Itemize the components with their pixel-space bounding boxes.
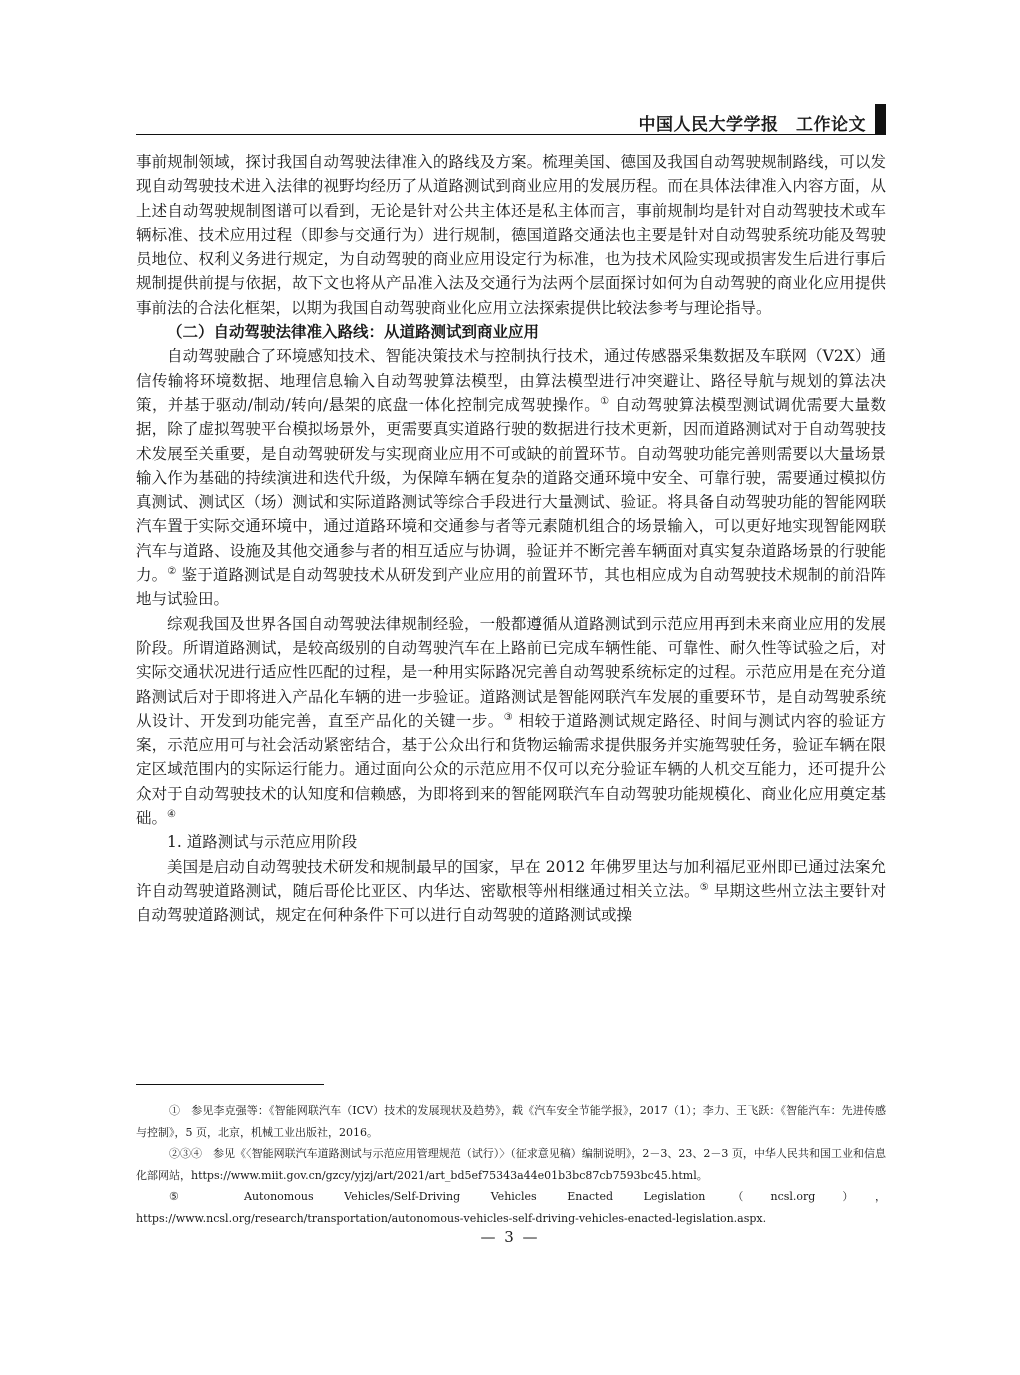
footnote-divider <box>136 1084 324 1085</box>
page-number: — 3 — <box>480 1228 540 1246</box>
subsection-heading: 1. 道路测试与示范应用阶段 <box>167 833 358 852</box>
footnote-1: ① 参见李克强等：《智能网联汽车（ICV）技术的发展现状及趋势》，载《汽车安全节能学报》，2017（1）；李力、王飞跃：《智能汽车：先进传感与控制》，5 页，北京，机械工业出版社，2016。 <box>136 1104 886 1139</box>
footnote-ref-4[interactable]: ④ <box>167 808 176 820</box>
journal-title: 中国人民大学学报 工作论文 <box>638 115 866 135</box>
header-marker-bar <box>875 104 886 134</box>
paragraph-2 <box>136 344 886 611</box>
paragraph-3-text-a: 综观我国及世界各国自动驾驶法律规制经验，一般都遵循从道路测试到示范应用再到未来商业应用的发展阶段。所谓道路测试，是较高级别的自动驾驶汽车在上路前已完成车辆性能、可靠性、耐久性等试验之后，对实际交通状况进行适应性匹配的过程，是一种用实际路况完善自动驾驶系统标定的过程。示范应用是在充分道路测试后对于即将进入产品化车辆的进一步验证。道路测试是智能网联汽车发展的重要环节，是自动驾驶系统从设计、开发到功能完善，直至产品化的关键一步。 <box>136 614 886 730</box>
footnote-ref-5[interactable]: ⑤ <box>699 881 709 893</box>
paragraph-4-text-a: 美国是启动自动驾驶技术研发和规制最早的国家，早在 2012 年佛罗里达与加利福尼亚州即已通过法案允许自动驾驶道路测试，随后哥伦比亚区、内华达、密歇根等州相继通过相关立法。 <box>136 857 886 900</box>
paragraph-1: 事前规制领域，探讨我国自动驾驶法律准入的路线及方案。梳理美国、德国及我国自动驾驶规制路线，可以发现自动驾驶技术进入法律的视野均经历了从道路测试到商业应用的发展历程。而在具体法律准入内容方面，从上述自动驾驶规制图谱可以看到，无论是针对公共主体还是私主体而言，事前规制均是针对自动驾驶技术或车辆标准、技术应用过程（即参与交通行为）进行规制，德国道路交通法也主要是针对自动驾驶系统功能及驾驶员地位、权利义务进行规定，为自动驾驶的商业应用设定行为标准，也为技术风险实现或损害发生后进行事后规制提供前提与依据，故下文也将从产品准入法及交通行为法两个层面探讨如何为自动驾驶的商业化应用提供事前法的合法化框架，以期为我国自动驾驶商业化应用立法探索提供比较法参考与理论指导。 <box>136 153 886 317</box>
running-header <box>136 104 886 135</box>
footnotes <box>136 1100 886 1229</box>
paragraph-4-text-b: 早期这些州立法主要针对自动驾驶道路测试，规定在何种条件下可以进行自动驾驶的道路测试或操 <box>136 881 886 925</box>
paragraph-2-text-a: 自动驾驶融合了环境感知技术、智能决策技术与控制执行技术，通过传感器采集数据及车联网（V2X）通信传输将环境数据、地理信息输入自动驾驶算法模型，由算法模型进行冲突避让、路径导航与规划的算法决策，并基于驱动/制动/转向/悬架的底盘一体化控制完成驾驶操作。 <box>136 347 886 414</box>
paragraph-4 <box>136 855 886 928</box>
section-heading: （二）自动驾驶法律准入路线：从道路测试到商业应用 <box>167 323 540 342</box>
paragraph-3-text-b: 相较于道路测试规定路径、时间与测试内容的验证方案，示范应用可与社会活动紧密结合，基于公众出行和货物运输需求提供服务并实施驾驶任务，验证车辆在限定区域范围内的实际运行能力。通过面向公众的示范应用不仅可以充分验证车辆的人机交互能力，还可提升公众对于自动驾驶技术的认知度和信赖感，为即将到来的智能网联汽车自动驾驶功能规模化、商业化应用奠定基础。 <box>136 711 886 828</box>
main-body <box>136 150 886 928</box>
paragraph-2-text-b: 自动驾驶算法模型测试调优需要大量数据，除了虚拟驾驶平台模拟场景外，更需要真实道路行驶的数据进行技术更新，因而道路测试对于自动驾驶技术发展至关重要，是自动驾驶研发与实现商业应用不可或缺的前置环节。自动驾驶功能完善则需要以大量场景输入作为基础的持续演进和迭代升级，为保障车辆在复杂的道路交通环境中安全、可靠行驶，需要通过模拟仿真测试、测试区（场）测试和实际道路测试等综合手段进行大量测试、验证。将具备自动驾驶功能的智能网联汽车置于实际交通环境中，通过道路环境和交通参与者等元素随机组合的场景输入，可以更好地实现智能网联汽车与道路、设施及其他交通参与者的相互适应与协调，验证并不断完善车辆面对真实复杂道路场景的行驶能力。 <box>136 395 886 585</box>
paragraph-2-text-c: 鉴于道路测试是自动驾驶技术从研发到产业应用的前置环节，其也相应成为自动驾驶技术规制的前沿阵地与试验田。 <box>136 566 886 609</box>
paragraph-3 <box>136 612 886 831</box>
footnote-ref-1[interactable]: ① <box>600 395 610 407</box>
footnote-ref-3[interactable]: ③ <box>503 711 514 723</box>
footnote-3: ⑤ Autonomous Vehicles/Self-Driving Vehicles Enacted Legislation（ncsl.org），https://www.ncsl.org/research/transportation/autonomous-vehicles-self-driving-vehicles-enacted-legislation.aspx. <box>136 1190 886 1225</box>
footnote-2: ②③④ 参见《〈智能网联汽车道路测试与示范应用管理规范（试行）〉（征求意见稿）编制说明》，2－3、23、2－3 页，中华人民共和国工业和信息化部网站，https://www.miit.gov.cn/gzcy/yjzj/art/2021/art_bd5ef75343a44e01b3bc87cb7593bc45.html。 <box>136 1147 886 1182</box>
footnote-ref-2[interactable]: ② <box>167 565 177 577</box>
